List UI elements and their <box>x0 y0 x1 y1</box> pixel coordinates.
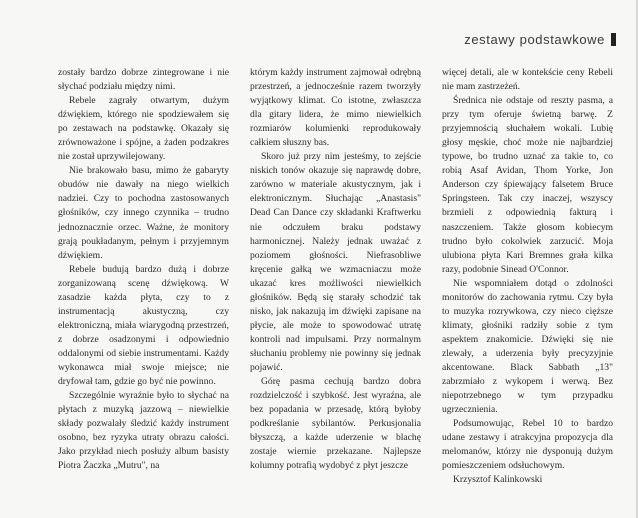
paragraph: Szczególnie wyraźnie było to słychać na płytach z muzyką jazzową – niewielkie składy pozwalały śledzić każdy instrument osobno, bez ryzyka utraty obrazu całości. Jako przykład niech posłuży album basisty Piotra Żaczka „Mutru", na <box>58 390 229 472</box>
paragraph: Nie brakowało basu, mimo że gabaryty obudów nie dawały na niego wielkich nadziei. Czy to pochodna zastosowanych głośników, czy innego czynnika – trudno jednoznacznie orzec. Ważne, że monitory grają poukładanym, pełnym i przyjemnym dźwiękiem. <box>58 165 229 261</box>
paragraph: Podsumowując, Rebel 10 to bardzo udane zestawy i atrakcyjna propozycja dla melomanów, którzy nie dysponują dużym pomieszczeniem odsłuchowym. <box>442 418 613 472</box>
section-title: zestawy podstawkowe <box>464 32 605 47</box>
paragraph: Rebele zagrały otwartym, dużym dźwiękiem, którego nie spodziewałem się po zestawach na podstawkę. Okazały się zrównoważone i spójne, a żaden podzakres nie został uprzywilejowany. <box>58 95 229 163</box>
paragraph: Rebele budują bardzo dużą i dobrze zorganizowaną scenę dźwiękową. W zasadzie każda płyta, czy to z instrumentacją akustyczną, czy elektroniczną, miała wiarygodną przestrzeń, z dobrze osadzonymi i odpowiednio oddalonymi od siebie instrumentami. Każdy wykonawca miał swoje miejsce; nie dryfował tam, gdzie go być nie powinno. <box>58 263 229 388</box>
paragraph: więcej detali, ale w kontekście ceny Rebeli nie mam zastrzeżeń. <box>442 67 613 93</box>
paragraph: zostały bardzo dobrze zintegrowane i nie słychać podziału między nimi. <box>58 67 229 93</box>
article-body <box>58 66 613 487</box>
author-signature: Krzysztof Kalinkowski <box>453 474 543 486</box>
paragraph: Nie wspomniałem dotąd o zdolności monitorów do zachowania rytmu. Czy była to muzyka rozrywkowa, czy nieco cięższe klimaty, głośniki radziły sobie z tym aspektem znakomicie. Dźwięki się nie zlewały, a uderzenia były precyzyjnie akcentowane. Black Sabbath „13" zabrzmiało z wykopem i werwą. Bez niepotrzebnego w tym przypadku ugrzecznienia. <box>442 277 613 416</box>
section-header <box>464 32 616 47</box>
paragraph: Górę pasma cechują bardzo dobra rozdzielczość i szybkość. Jest wyraźna, ale bez popadania w przesadę, którą byłoby podkreślanie sybilantów. Perkusjonalia błyszczą, a każde uderzenie w blachę zostaje wiernie przekazane. Najlepsze kolumny potrafią wydobyć z płyt jeszcze <box>250 376 421 472</box>
section-marker <box>611 33 616 46</box>
paragraph: Średnica nie odstaje od reszty pasma, a przy tym oferuje świetną barwę. Z przyjemnością słuchałem wokali. Lubię głosy męskie, choć może nie najbardziej typowe, bo trudno uznać za takie to, co robią Asaf Avidan, Thom Yorke, Jon Anderson czy śpiewający falsetem Bruce Springsteen. Tak czy inaczej, wszyscy brzmieli z odpowiednią fakturą i naszczeniem. Także głosom kobiecym trudno było cokolwiek zarzucić. Moja ulubiona płyta Kari Bremnes grała kilka razy, podobnie Sinead O'Connor. <box>442 95 613 275</box>
column-1 <box>58 66 229 487</box>
column-3 <box>442 66 613 487</box>
column-2 <box>250 66 421 487</box>
paragraph: Skoro już przy nim jesteśmy, to zejście niskich tonów okazuje się naprawdę dobre, zarówno w materiale akustycznym, jak i elektronicznym. Słuchając „Anastasis" Dead Can Dance czy składanki Kraftwerku nie odczułem braku podstawy harmonicznej. Należy jednak uważać z poziomem głośności. Niefrasobliwe kręcenie gałką we wzmacniaczu może ukazać kres możliwości niewielkich głośników. Będą się starały schodzić tak nisko, jak nakazują im dźwięki zapisane na płycie, ale może to spowodować utratę kontroli nad impulsami. Przy normalnym słuchaniu problemy nie powinny się jednak pojawić. <box>250 151 421 373</box>
paragraph: którym każdy instrument zajmował odrębną przestrzeń, a jednocześnie razem tworzyły wyjątkowy klimat. Co istotne, zwłaszcza dla gitary lidera, że mimo niewielkich rozmiarów kolumienki reprodukowały całkiem słuszny bas. <box>250 67 421 149</box>
